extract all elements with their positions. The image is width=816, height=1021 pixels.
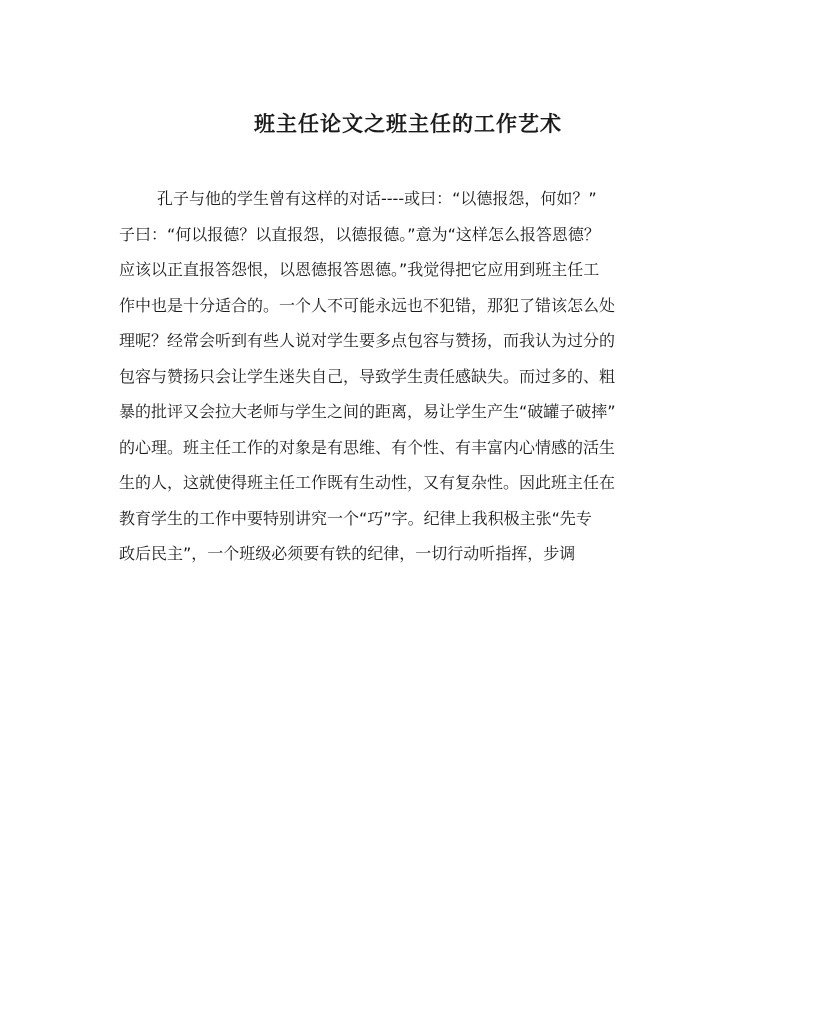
body-paragraph [119, 181, 699, 572]
paragraph-line: 包容与赞扬只会让学生迷失自己，导致学生责任感缺失。而过多的、粗 [119, 366, 616, 386]
paragraph-line: 政后民主”，一个班级必须要有铁的纪律，一切行动听指挥，步调 [119, 544, 576, 563]
paragraph-line: 孔子与他的学生曾有这样的对话----或曰：“以德报怨，何如？” [157, 189, 597, 208]
paragraph-line: 的心理。班主任工作的对象是有思维、有个性、有丰富内心情感的活生 [119, 437, 616, 457]
document-title: 班主任论文之班主任的工作艺术 [254, 111, 562, 136]
paragraph-line: 暴的批评又会拉大老师与学生之间的距离，易让学生产生“破罐子破摔” [119, 402, 616, 421]
paragraph-line: 作中也是十分适合的。一个人不可能永远也不犯错，那犯了错该怎么处 [119, 295, 616, 315]
paragraph-line: 生的人，这就使得班主任工作既有生动性，又有复杂性。因此班主任在 [119, 473, 616, 492]
paragraph-line: 应该以正直报答怨恨，以恩德报答恩德。”我觉得把它应用到班主任工 [119, 260, 600, 279]
paragraph-line: 理呢？经常会听到有些人说对学生要多点包容与赞扬，而我认为过分的 [119, 331, 616, 350]
paragraph-line: 教育学生的工作中要特别讲究一个“巧”字。纪律上我积极主张“先专 [119, 508, 592, 528]
paragraph-line: 子曰：“何以报德？以直报怨，以德报德。”意为“这样怎么报答恩德？ [119, 224, 600, 244]
